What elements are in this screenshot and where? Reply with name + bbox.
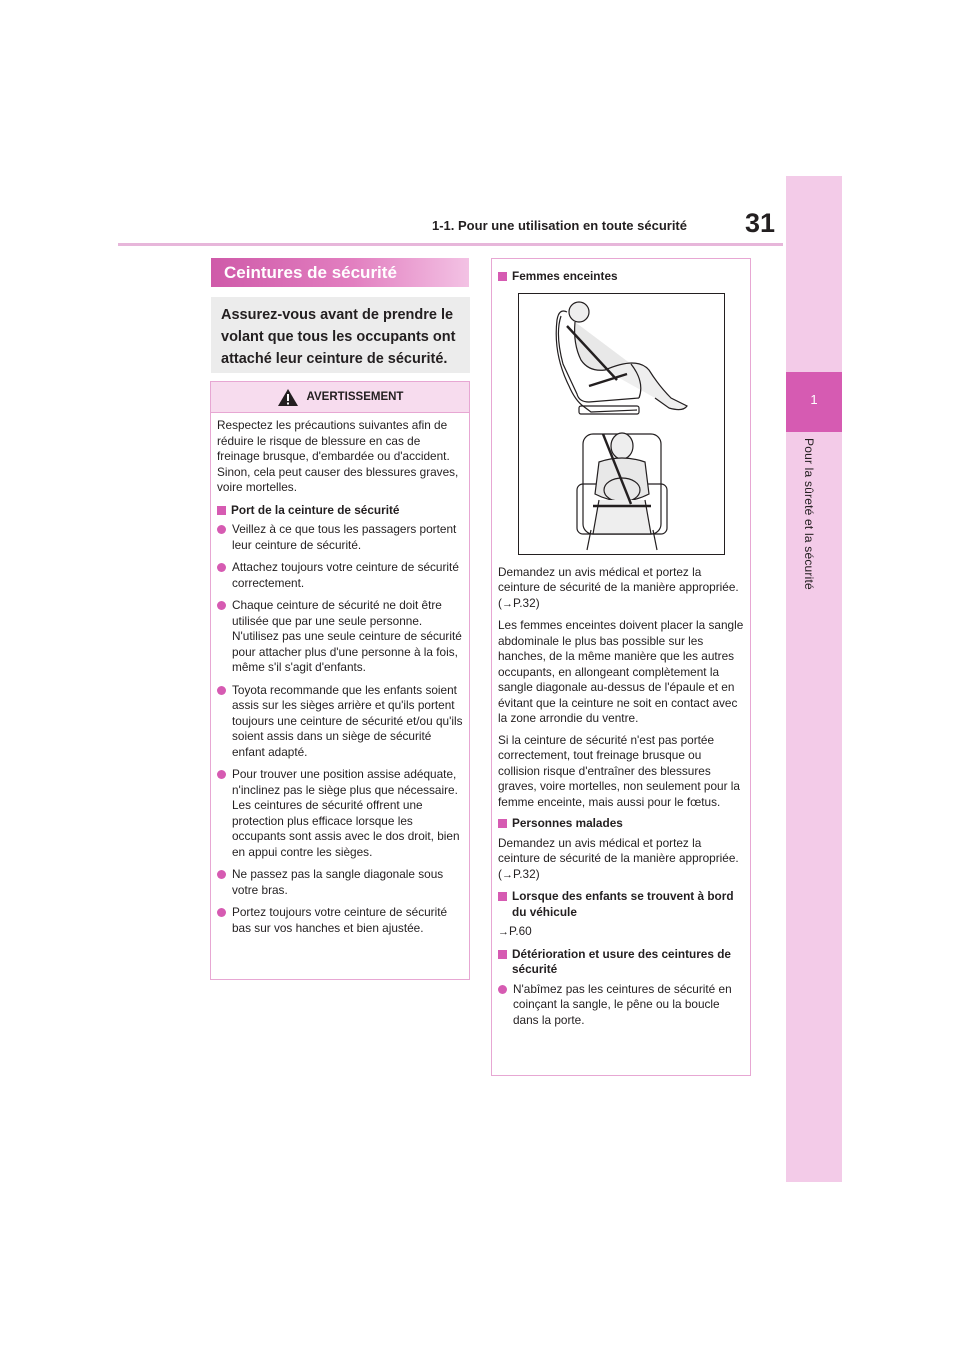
dot-bullet-icon bbox=[217, 525, 226, 534]
section-title: Ceintures de sécurité bbox=[211, 258, 469, 287]
heading-children bbox=[498, 889, 744, 920]
warning-header bbox=[211, 382, 469, 413]
arrow-right-icon: → bbox=[498, 926, 509, 938]
paragraph-sick-advice-text: Demandez un avis médical et portez la ceinture de sécurité de la manière appropriée. ( bbox=[498, 835, 739, 881]
dot-bullet-icon bbox=[217, 770, 226, 779]
paragraph-pregnant-advice-text: Demandez un avis médical et portez la ceinture de sécurité de la manière appropriée. ( bbox=[498, 564, 739, 610]
list-item-text: Attachez toujours votre ceinture de sécurité correctement. bbox=[232, 560, 459, 590]
page-ref-link[interactable]: P.32 bbox=[512, 866, 536, 881]
page-number: 31 bbox=[745, 208, 776, 238]
heading-wear bbox=[498, 947, 744, 978]
list-item bbox=[217, 767, 463, 860]
list-item bbox=[217, 560, 463, 591]
heading-sick-text: Personnes malades bbox=[512, 816, 623, 830]
list-item bbox=[217, 905, 463, 936]
dot-bullet-icon bbox=[217, 686, 226, 695]
square-bullet-icon bbox=[498, 272, 507, 281]
list-item-text: Portez toujours votre ceinture de sécurité bas sur vos hanches et bien ajustée. bbox=[232, 905, 448, 935]
square-bullet-icon bbox=[498, 819, 507, 828]
header-rule bbox=[118, 243, 783, 246]
dot-bullet-icon bbox=[217, 563, 226, 572]
warning-paragraph: Respectez les précautions suivantes afin de réduire le risque de blessure en cas de freinage brusque, d'embardée ou d'accident. Sinon, cela peut causer des blessures graves, voire mortelles. bbox=[217, 418, 459, 494]
side-tab bbox=[786, 176, 842, 1182]
side-tab-number: 1 bbox=[810, 392, 818, 407]
warning-body bbox=[211, 413, 469, 936]
list-item-text: Veillez à ce que tous les passagers portent leur ceinture de sécurité. bbox=[232, 522, 457, 552]
warning-heading-text: Port de la ceinture de sécurité bbox=[231, 502, 400, 517]
square-bullet-icon bbox=[498, 950, 507, 959]
dot-bullet-icon bbox=[217, 870, 226, 879]
list-item-text: Ne passez pas la sangle diagonale sous votre bras. bbox=[232, 867, 444, 897]
warning-box bbox=[210, 381, 470, 980]
square-bullet-icon bbox=[498, 892, 507, 901]
dot-bullet-icon bbox=[217, 908, 226, 917]
paragraph-pregnant-risk: Si la ceinture de sécurité n'est pas portée correctement, tout freinage brusque ou collision risque d'entraîner des blessures graves, voire mortelles, non seulement pour la femme enceinte, mais aussi pour le fœtus. bbox=[498, 732, 740, 809]
paren-close: ) bbox=[535, 866, 540, 881]
square-bullet-icon bbox=[217, 506, 226, 515]
warning-label: AVERTISSEMENT bbox=[306, 391, 404, 403]
list-item bbox=[217, 867, 463, 898]
heading-pregnant bbox=[498, 269, 744, 285]
pregnant-woman-seatbelt-illustration bbox=[518, 293, 725, 555]
page-ref-link[interactable]: P.60 bbox=[509, 924, 532, 938]
warning-triangle-icon bbox=[277, 388, 299, 407]
children-ref bbox=[498, 924, 744, 941]
list-item bbox=[217, 598, 463, 676]
heading-pregnant-text: Femmes enceintes bbox=[512, 269, 618, 283]
paragraph-pregnant-belt: Les femmes enceintes doivent placer la sangle abdominale le plus bas possible sur les hanches, de la même manière que les autres occupants, en allongeant complètement la sangle diagonale au-dessus de l'épaule et en évitant que la ceinture ne soit en contact avec la zone arrondie du ventre. bbox=[498, 618, 744, 725]
arrow-right-icon: → bbox=[501, 597, 513, 610]
list-item bbox=[217, 683, 463, 761]
list-item bbox=[217, 522, 463, 553]
running-head: 1-1. Pour une utilisation en toute sécurité bbox=[432, 218, 687, 233]
intro-box: Assurez-vous avant de prendre le volant que tous les occupants ont attaché leur ceinture de sécurité. bbox=[211, 297, 470, 373]
list-item-text: Pour trouver une position assise adéquate, n'inclinez pas le siège plus que nécessaire. Les ceintures de sécurité offrent une protection plus efficace lorsque les occupants sont assis avec le dos droit, bien en appui contre les sièges. bbox=[232, 767, 460, 859]
page-ref-link[interactable]: P.32 bbox=[512, 595, 536, 610]
dot-bullet-icon bbox=[498, 985, 507, 994]
paren-close: ) bbox=[535, 595, 540, 610]
heading-children-text: Lorsque des enfants se trouvent à bord du véhicule bbox=[512, 889, 734, 919]
list-item bbox=[498, 982, 744, 1029]
paragraph-pregnant-advice bbox=[498, 565, 744, 613]
list-item-text: Toyota recommande que les enfants soient assis sur les sièges arrière et qu'ils portent toujours une ceinture de sécurité et/ou qu'ils soient assis dans un siège de sécurité enfant adapté. bbox=[232, 682, 463, 759]
arrow-right-icon: → bbox=[501, 868, 513, 881]
list-item-text: Chaque ceinture de sécurité ne doit être utilisée que par une seule personne. N'utilisez pas une seule ceinture de sécurité pour attacher plus d'une personne à la fois, même s'il s'agit d'enfants. bbox=[232, 598, 462, 674]
dot-bullet-icon bbox=[217, 601, 226, 610]
list-item-text: N'abîmez pas les ceintures de sécurité en coinçant la sangle, le pêne ou la boucle dans la porte. bbox=[513, 981, 732, 1027]
paragraph-sick-advice bbox=[498, 836, 744, 884]
warning-heading bbox=[217, 503, 463, 519]
side-tab-text: Pour la sûreté et la sécurité bbox=[802, 438, 816, 590]
heading-sick bbox=[498, 816, 744, 832]
right-column-box bbox=[491, 258, 751, 1076]
heading-wear-text: Détérioration et usure des ceintures de sécurité bbox=[512, 946, 731, 976]
